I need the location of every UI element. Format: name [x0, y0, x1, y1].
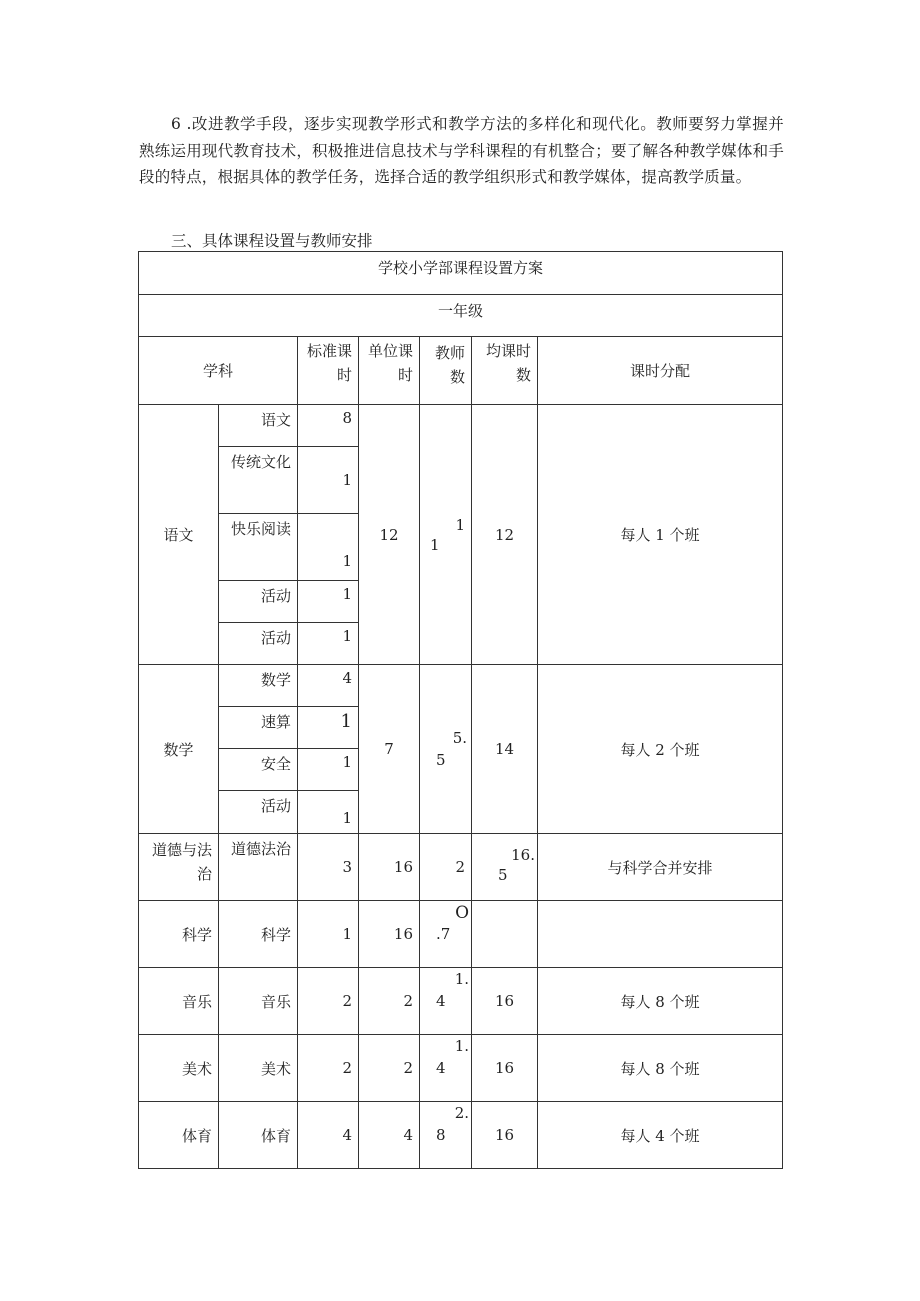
avg-hours-shuxue: 14: [472, 665, 538, 834]
allocation-yuwen: 每人 1 个班: [538, 405, 783, 665]
grade-label: 一年级: [139, 295, 783, 337]
allocation-yinyue: 每人 8 个班: [538, 968, 783, 1035]
hours-tiyu: 4: [298, 1102, 359, 1169]
avg-daode-a: 16.: [511, 846, 535, 864]
hours-kuaile: 1: [298, 514, 359, 581]
header-unit-hours-line1: 单位课: [367, 342, 413, 360]
header-unit-hours-line2: 时: [397, 366, 413, 384]
hours-huodong-3: 1: [298, 791, 359, 834]
avg-hours-kexue: [472, 901, 538, 968]
table-row: [139, 1035, 783, 1102]
hours-daode: 3: [298, 834, 359, 901]
group-daode-line1: 道德与法: [151, 841, 212, 859]
teachers-tiyu-a: 2.: [454, 1104, 469, 1122]
table-row: [139, 901, 783, 968]
header-avg-hours: [472, 337, 538, 405]
header-teachers: [420, 337, 472, 405]
table-row: [139, 1102, 783, 1169]
group-meishu: 美术: [139, 1035, 219, 1102]
sub-shuxue: 数学: [219, 665, 298, 707]
allocation-shuxue: 每人 2 个班: [538, 665, 783, 834]
avg-hours-tiyu: 16: [472, 1102, 538, 1169]
title-row: [139, 252, 783, 295]
teachers-shuxue: [420, 665, 472, 834]
avg-hours-daode: [472, 834, 538, 901]
hours-meishu: 2: [298, 1035, 359, 1102]
sub-meishu: 美术: [219, 1035, 298, 1102]
sub-huodong-2: 活动: [219, 623, 298, 665]
teachers-kexue-b: .7: [436, 925, 451, 943]
header-row: [139, 337, 783, 405]
header-avg-hours-line1: 均课时: [485, 342, 531, 360]
avg-daode-b: 5: [498, 866, 508, 884]
hours-huodong-2: 1: [298, 623, 359, 665]
grade-row: [139, 295, 783, 337]
header-unit-hours: [359, 337, 420, 405]
sub-kuaile: 快乐阅读: [219, 514, 298, 581]
hours-yuwen: 8: [298, 405, 359, 447]
curriculum-table: [138, 251, 783, 1169]
hours-kexue: 1: [298, 901, 359, 968]
teachers-kexue-a: O: [455, 903, 469, 923]
group-shuxue: 数学: [139, 665, 219, 834]
unit-hours-shuxue: 7: [359, 665, 420, 834]
teachers-yinyue-a: 1.: [454, 970, 469, 988]
unit-hours-yinyue: 2: [359, 968, 420, 1035]
sub-anquan: 安全: [219, 749, 298, 791]
hours-shuxue: 4: [298, 665, 359, 707]
allocation-tiyu: 每人 4 个班: [538, 1102, 783, 1169]
sub-huodong-3: 活动: [219, 791, 298, 834]
teachers-yuwen: [420, 405, 472, 665]
teachers-yuwen-b: 1: [430, 535, 440, 554]
intro-paragraph: 6 .改进教学手段，逐步实现教学形式和教学方法的多样化和现代化。教师要努力掌握并熟练运用现代教育技术，积极推进信息技术与学科课程的有机整合；要了解各种教学媒体和手段的特点，根据具体的教学任务，选择合适的教学组织形式和教学媒体，提高教学质量。: [139, 115, 784, 186]
hours-yinyue: 2: [298, 968, 359, 1035]
header-standard-hours: [298, 337, 359, 405]
allocation-meishu: 每人 8 个班: [538, 1035, 783, 1102]
teachers-daode: 2: [420, 834, 472, 901]
group-daode-line2: 治: [196, 865, 212, 883]
teachers-yuwen-a: 1: [455, 515, 465, 534]
sub-daode: 道德法治: [219, 834, 298, 901]
group-yuwen: 语文: [139, 405, 219, 665]
table-row: [139, 405, 783, 447]
section-heading: 三、具体课程设置与教师安排: [171, 232, 373, 250]
header-teachers-line1: 教师: [434, 344, 465, 362]
table-title: 学校小学部课程设置方案: [139, 252, 783, 295]
table-row: [139, 968, 783, 1035]
hours-susuan: 1: [298, 707, 359, 749]
teachers-tiyu: [420, 1102, 472, 1169]
sub-kexue: 科学: [219, 901, 298, 968]
header-standard-hours-line1: 标准课: [306, 342, 352, 360]
group-kexue: 科学: [139, 901, 219, 968]
teachers-yinyue-b: 4: [436, 992, 446, 1010]
group-yinyue: 音乐: [139, 968, 219, 1035]
sub-susuan: 速算: [219, 707, 298, 749]
unit-hours-daode: 16: [359, 834, 420, 901]
teachers-meishu-b: 4: [436, 1059, 446, 1077]
hours-anquan: 1: [298, 749, 359, 791]
unit-hours-tiyu: 4: [359, 1102, 420, 1169]
hours-chuantong: 1: [298, 447, 359, 514]
unit-hours-meishu: 2: [359, 1035, 420, 1102]
unit-hours-yuwen: 12: [359, 405, 420, 665]
table-row: [139, 665, 783, 707]
teachers-kexue: [420, 901, 472, 968]
teachers-meishu: [420, 1035, 472, 1102]
teachers-shuxue-a: 5.: [452, 729, 467, 747]
group-daode: [139, 834, 219, 901]
table-row: [139, 834, 783, 901]
teachers-yinyue: [420, 968, 472, 1035]
allocation-kexue: [538, 901, 783, 968]
header-subject: 学科: [139, 337, 298, 405]
teachers-shuxue-b: 5: [436, 751, 446, 769]
hours-huodong-1: 1: [298, 581, 359, 623]
header-allocation: 课时分配: [538, 337, 783, 405]
avg-hours-yinyue: 16: [472, 968, 538, 1035]
sub-yuwen: 语文: [219, 405, 298, 447]
sub-tiyu: 体育: [219, 1102, 298, 1169]
header-teachers-line2: 数: [449, 368, 465, 386]
allocation-daode: 与科学合并安排: [538, 834, 783, 901]
header-avg-hours-line2: 数: [515, 366, 531, 384]
header-standard-hours-line2: 时: [336, 366, 352, 384]
sub-chuantong: 传统文化: [219, 447, 298, 514]
sub-yinyue: 音乐: [219, 968, 298, 1035]
avg-hours-meishu: 16: [472, 1035, 538, 1102]
teachers-meishu-a: 1.: [454, 1037, 469, 1055]
avg-hours-yuwen: 12: [472, 405, 538, 665]
teachers-tiyu-b: 8: [436, 1126, 446, 1144]
group-tiyu: 体育: [139, 1102, 219, 1169]
sub-huodong-1: 活动: [219, 581, 298, 623]
unit-hours-kexue: 16: [359, 901, 420, 968]
